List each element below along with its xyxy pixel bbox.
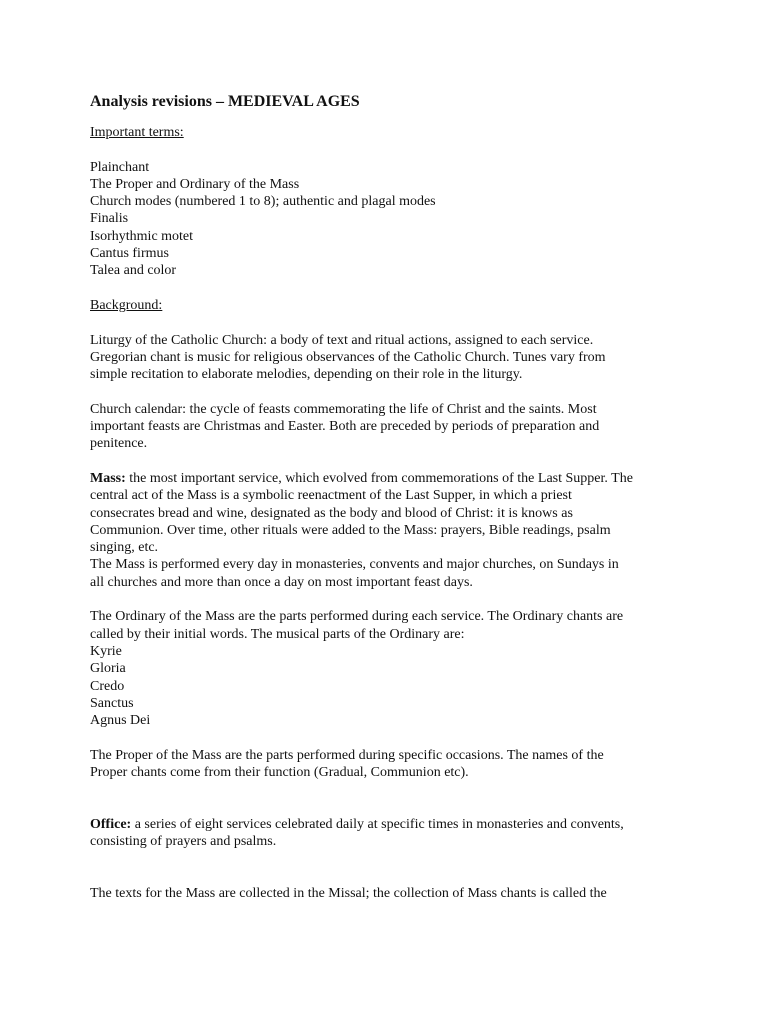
term-item: Church modes (numbered 1 to 8); authentic and plagal modes xyxy=(90,194,436,210)
important-terms-heading: Important terms: xyxy=(90,125,184,140)
background-heading: Background: xyxy=(90,297,163,313)
ordinary-part: Agnus Dei xyxy=(90,713,151,729)
document-title: Analysis revisions – MEDIEVAL AGES xyxy=(90,93,360,110)
calendar-line: important feasts are Christmas and Easter. Both are preceded by periods of preparation and xyxy=(90,419,600,435)
mass-line: all churches and more than once a day on most important feast days. xyxy=(90,574,473,590)
mass-line: singing, etc. xyxy=(90,540,159,556)
calendar-line: penitence. xyxy=(90,436,148,452)
mass-line: central act of the Mass is a symbolic reenactment of the Last Supper, in which a priest xyxy=(90,488,572,504)
mass-line: Communion. Over time, other rituals were added to the Mass: prayers, Bible readings, psalm xyxy=(90,522,611,538)
term-item: Talea and color xyxy=(90,263,177,279)
office-first-line-text: a series of eight services celebrated daily at specific times in monasteries and convents, xyxy=(131,816,624,832)
texts-line: The texts for the Mass are collected in the Missal; the collection of Mass chants is called the xyxy=(90,886,607,902)
proper-line: The Proper of the Mass are the parts performed during specific occasions. The names of the xyxy=(90,747,604,763)
term-item: Isorhythmic motet xyxy=(90,228,194,244)
mass-label: Mass: xyxy=(90,470,126,486)
ordinary-part: Credo xyxy=(90,678,125,694)
proper-line: Proper chants come from their function (Gradual, Communion etc). xyxy=(90,764,469,780)
ordinary-line: called by their initial words. The musical parts of the Ordinary are: xyxy=(90,626,465,642)
ordinary-part: Sanctus xyxy=(90,695,134,711)
liturgy-line: Gregorian chant is music for religious observances of the Catholic Church. Tunes vary from xyxy=(90,349,606,365)
term-item: Finalis xyxy=(90,211,129,227)
term-item: Cantus firmus xyxy=(90,246,169,262)
mass-paragraph-first-line xyxy=(90,470,690,487)
calendar-line: Church calendar: the cycle of feasts commemorating the life of Christ and the saints. Most xyxy=(90,401,597,417)
term-item: Plainchant xyxy=(90,159,150,175)
ordinary-part: Gloria xyxy=(90,661,126,677)
liturgy-line: Liturgy of the Catholic Church: a body of text and ritual actions, assigned to each service. xyxy=(90,332,594,348)
ordinary-line: The Ordinary of the Mass are the parts performed during each service. The Ordinary chants are xyxy=(90,609,624,625)
liturgy-line: simple recitation to elaborate melodies, depending on their role in the liturgy. xyxy=(90,367,523,383)
mass-line: consecrates bread and wine, designated as the body and blood of Christ: it is knows as xyxy=(90,505,573,521)
ordinary-part: Kyrie xyxy=(90,643,122,659)
term-item: The Proper and Ordinary of the Mass xyxy=(90,176,300,192)
mass-first-line-text: the most important service, which evolved from commemorations of the Last Supper. The xyxy=(125,470,633,486)
mass-line: The Mass is performed every day in monasteries, convents and major churches, on Sundays in xyxy=(90,557,619,573)
office-label: Office: xyxy=(90,816,132,832)
office-paragraph-first-line xyxy=(90,816,690,833)
document-body xyxy=(90,124,690,902)
office-line: consisting of prayers and psalms. xyxy=(90,834,277,850)
